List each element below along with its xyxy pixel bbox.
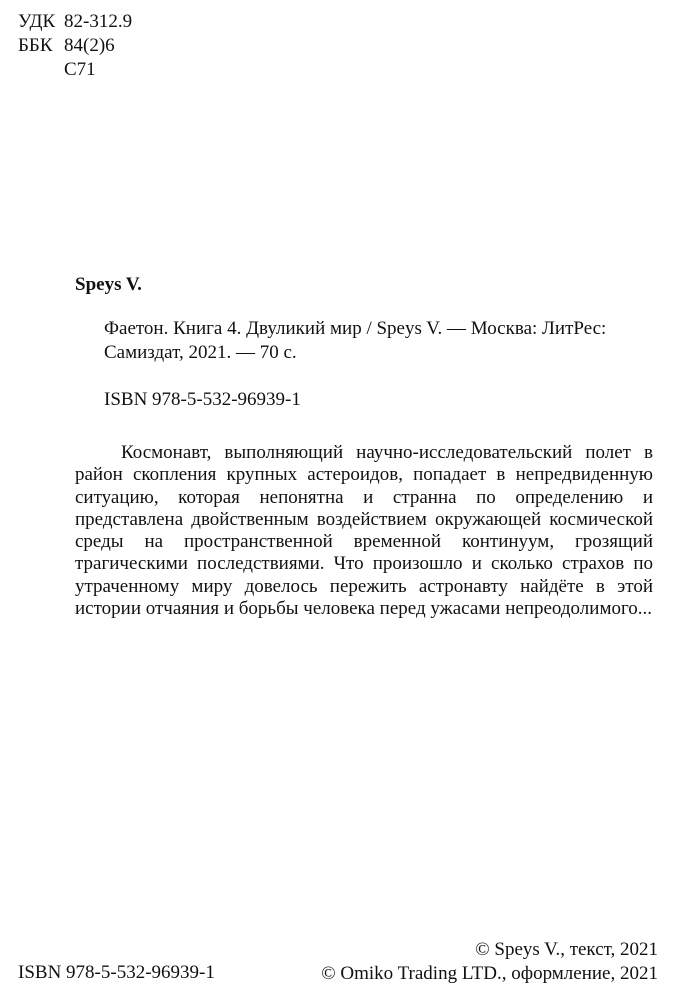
abstract-paragraph: Космонавт, выполняющий научно-исследовательский полет в район скопления крупных астероидов, попадает в непредвиденную ситуацию, которая непонятна и странна по определению и представлена двойственным воздействием окружающей космической среды на пространственной временной континуум, грозящий трагическими последствиями. Что произошло и сколько страхов по утраченному миру довелось пережить астронавту найдёте в этой истории отчаяния и борьбы человека перед ужасами непреодолимого... <box>75 442 653 620</box>
copyright-design-line: © Omiko Trading LTD., оформление, 2021 <box>321 963 658 984</box>
bibliographic-line-2: Самиздат, 2021. — 70 с. <box>104 342 297 363</box>
author-sign-value: С71 <box>64 59 96 80</box>
udc-label: УДК <box>18 11 56 32</box>
author-heading: Speys V. <box>75 274 142 295</box>
bbk-label: ББК <box>18 35 53 56</box>
bbk-code-row <box>18 34 132 58</box>
bibliographic-line-1: Фаетон. Книга 4. Двуликий мир / Speys V. — Москва: ЛитРес: <box>104 318 607 339</box>
copyright-text-line: © Speys V., текст, 2021 <box>475 939 658 960</box>
classification-codes <box>18 10 132 82</box>
isbn-main: ISBN 978-5-532-96939-1 <box>104 389 301 410</box>
bibliographic-entry <box>104 317 644 365</box>
udc-code-row <box>18 10 132 34</box>
author-sign-label <box>18 58 64 82</box>
udc-value: 82-312.9 <box>64 11 133 32</box>
author-sign-row <box>18 58 132 82</box>
copyright-block <box>321 938 658 986</box>
bbk-value: 84(2)6 <box>64 35 115 56</box>
isbn-footer: ISBN 978-5-532-96939-1 <box>18 962 215 983</box>
